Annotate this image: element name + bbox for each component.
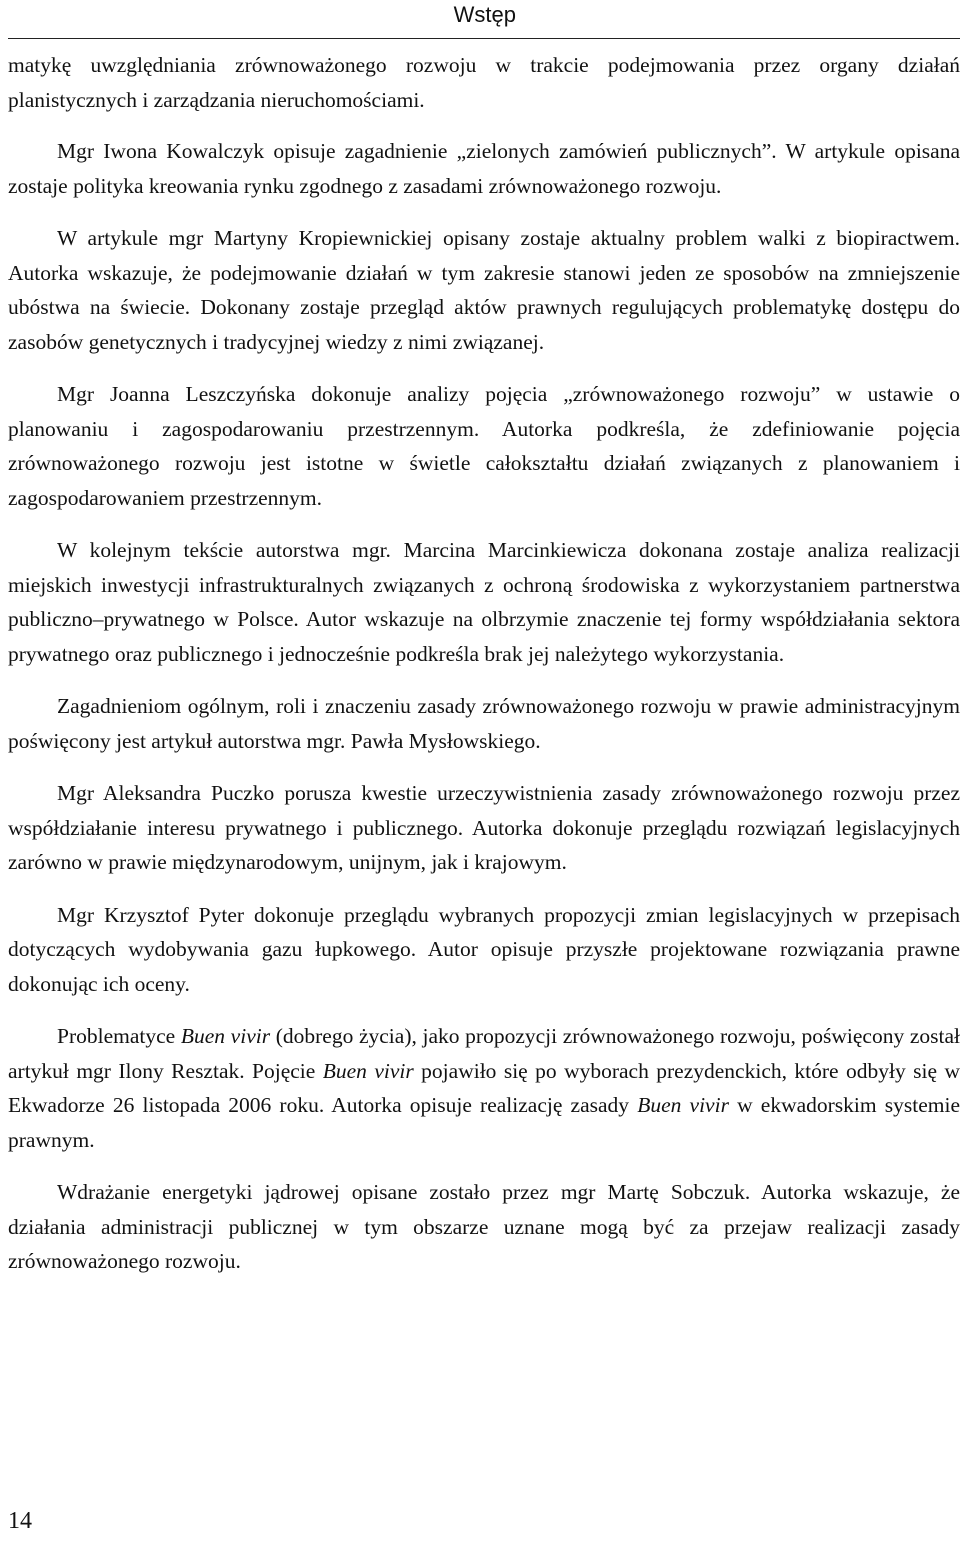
paragraph-resztak (8, 1019, 960, 1157)
italic-term: Buen vivir (322, 1058, 414, 1083)
paragraph-pyter: Mgr Krzysztof Pyter dokonuje przeglądu wybranych propozycji zmian legislacyjnych w przepisach dotyczących wydobywania gazu łupkowego. Autor opisuje przyszłe projektowane rozwiązania prawne dokonując ich oceny. (8, 902, 960, 996)
body-text (8, 48, 960, 1297)
text-run: Problematyce (57, 1024, 181, 1048)
header-rule (8, 38, 960, 39)
text-run: w ekwadorskim systemie prawnym. (8, 1093, 960, 1152)
italic-term: Buen vivir (180, 1024, 271, 1048)
paragraph-kowalczyk: Mgr Iwona Kowalczyk opisuje zagadnienie „zielonych zamówień publicznych”. W artykule opisana zostaje polityka kreowania rynku zgodnego z zasadami zrównoważonego rozwoju. (8, 139, 960, 198)
paragraph-marcinkiewicz: W kolejnym tekście autorstwa mgr. Marcina Marcinkiewicza dokonana zostaje analiza realizacji miejskich inwestycji infrastrukturalnych związanych z ochroną środowiska z wykorzystaniem partnerstwa publiczno–prywatnego w Polsce. Autor wskazuje na olbrzymie znaczenie tej formy współdziałania sektora prywatnego oraz publicznego i jednocześnie podkreśla brak jej należytego wykorzystania. (8, 538, 960, 666)
running-head: Wstęp (453, 2, 516, 27)
paragraph-continued: matykę uwzględniania zrównoważonego rozwoju w trakcie podejmowania przez organy działań planistycznych i zarządzania nieruchomościami. (8, 53, 960, 112)
paragraph-puczko: Mgr Aleksandra Puczko porusza kwestie urzeczywistnienia zasady zrównoważonego rozwoju przez współdziałanie interesu prywatnego i publicznego. Autorka dokonuje przeglądu rozwiązań legislacyjnych zarówno w prawie międzynarodowym, unijnym, jak i krajowym. (8, 781, 960, 874)
italic-term: Buen vivir (637, 1093, 729, 1117)
text-run: (dobrego życia), jako propozycji zrównoważonego rozwoju, poświęcony został artykuł mgr Ilony Resztak. Pojęcie (8, 1024, 960, 1083)
text-run: pojawiło się po wyborach prezydenckich, które odbyły się w Ekwadorze 26 listopada 2006 roku. Autorka opisuje realizację zasady (8, 1058, 960, 1117)
paragraph-myslowski: Zagadnieniom ogólnym, roli i znaczeniu zasady zrównoważonego rozwoju w prawie administracyjnym poświęcony jest artykuł autorstwa mgr. Pawła Mysłowskiego. (8, 694, 960, 753)
paragraph-kropiewnicka: W artykule mgr Martyny Kropiewnickiej opisany zostaje aktualny problem walki z biopiractwem. Autorka wskazuje, że podejmowanie działań w tym zakresie stanowi jeden ze sposobów na zmniejszenie ubóstwa na świecie. Dokonany zostaje przegląd aktów prawnych regulujących problematykę dostępu do zasobów genetycznych i tradycyjnej wiedzy z nimi związanej. (8, 226, 960, 354)
paragraph-leszczynska: Mgr Joanna Leszczyńska dokonuje analizy pojęcia „zrównoważonego rozwoju” w ustawie o planowaniu i zagospodarowaniu przestrzennym. Autorka podkreśla, że zdefiniowanie pojęcia zrównoważonego rozwoju jest istotne w świetle całokształtu działań związanych z planowaniem i zagospodarowaniem przestrzennym. (8, 382, 960, 510)
paragraph-sobczuk: Wdrażanie energetyki jądrowej opisane zostało przez mgr Martę Sobczuk. Autorka wskazuje, że działania administracji publicznej w tym obszarze uznane mogą być za przejaw realizacji zasady zrównoważonego rozwoju. (8, 1180, 960, 1273)
page-number: 14 (8, 1508, 32, 1534)
